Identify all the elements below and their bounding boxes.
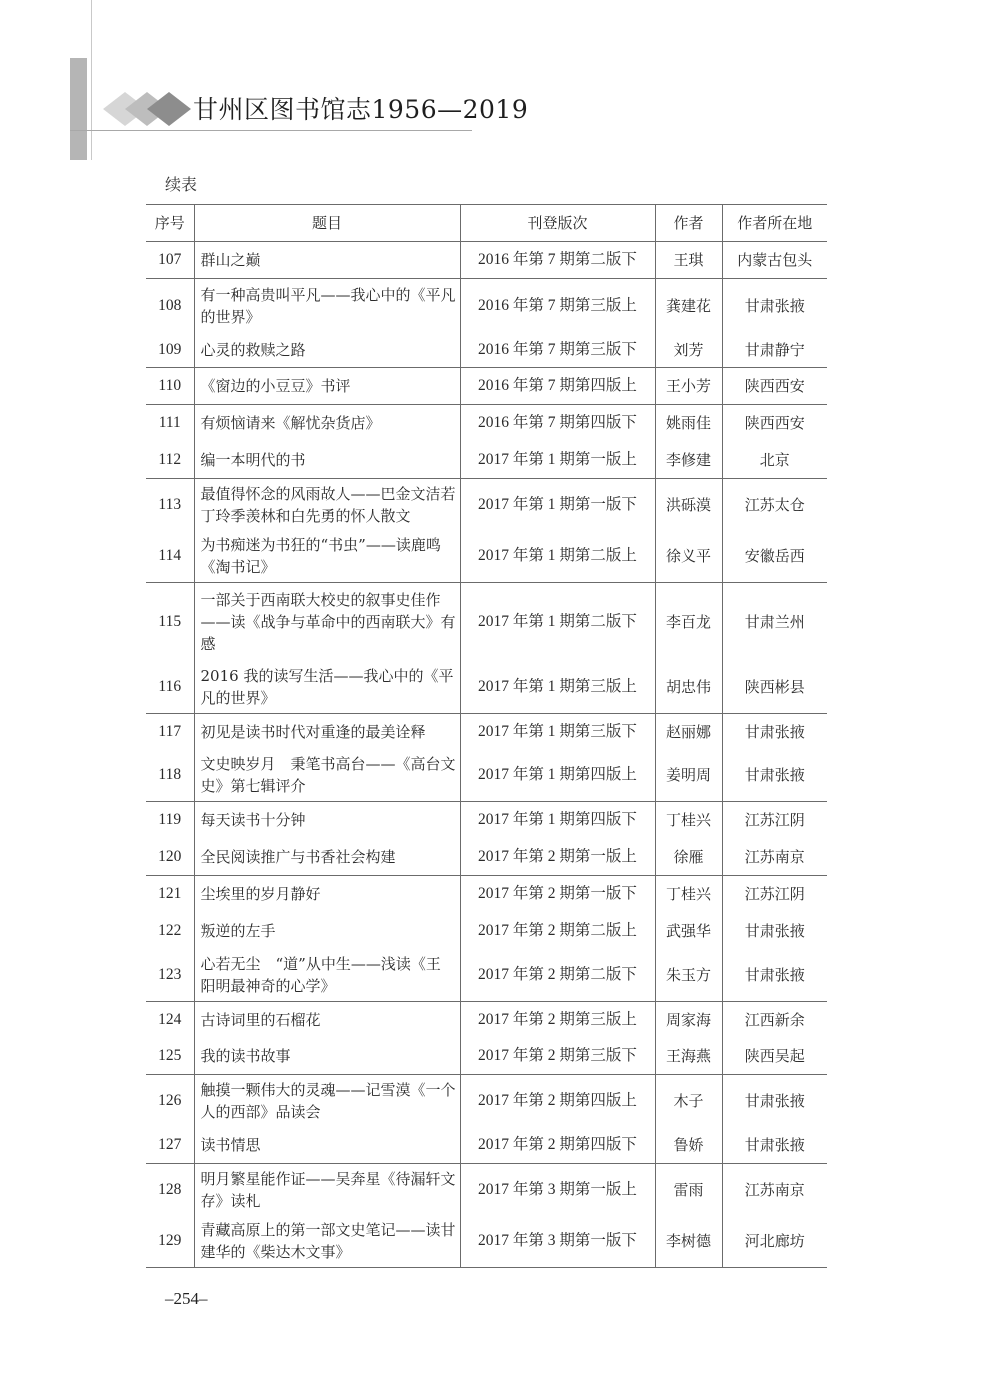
author-name: 丁桂兴 bbox=[655, 876, 722, 913]
issue-info: 2016 年第 7 期第二版下 bbox=[460, 242, 655, 279]
author-location: 江苏南京 bbox=[722, 1164, 827, 1216]
row-number: 127 bbox=[158, 1135, 182, 1153]
issue-info: 2017 年第 2 期第二版上 bbox=[460, 913, 655, 949]
issue-info: 2016 年第 7 期第四版下 bbox=[460, 405, 655, 442]
author-location: 河北廊坊 bbox=[722, 1216, 827, 1268]
author-name: 武强华 bbox=[655, 913, 722, 949]
issue-info: 2017 年第 3 期第一版下 bbox=[460, 1216, 655, 1268]
table-row bbox=[146, 583, 827, 661]
article-title: 叛逆的左手 bbox=[194, 913, 460, 949]
author-name: 李百龙 bbox=[655, 583, 722, 661]
row-number: 125 bbox=[158, 1046, 182, 1064]
article-title: 读书情思 bbox=[194, 1127, 460, 1164]
table-row bbox=[146, 1002, 827, 1038]
table-row bbox=[146, 442, 827, 479]
author-location: 甘肃张掖 bbox=[722, 1075, 827, 1127]
article-title: 为书痴迷为书狂的“书虫”——读鹿鸣《淘书记》 bbox=[194, 531, 460, 583]
issue-info: 2017 年第 2 期第一版上 bbox=[460, 839, 655, 876]
author-location: 甘肃张掖 bbox=[722, 750, 827, 802]
issue-info: 2016 年第 7 期第四版上 bbox=[460, 368, 655, 405]
row-number: 109 bbox=[158, 340, 182, 358]
author-name: 王琪 bbox=[655, 242, 722, 279]
issue-info: 2017 年第 1 期第二版上 bbox=[460, 531, 655, 583]
author-name: 李树德 bbox=[655, 1216, 722, 1268]
table-row bbox=[146, 531, 827, 583]
margin-vertical-rule bbox=[91, 0, 92, 160]
author-location: 甘肃张掖 bbox=[722, 949, 827, 1002]
author-name: 王海燕 bbox=[655, 1038, 722, 1075]
article-title: 编一本明代的书 bbox=[194, 442, 460, 479]
author-location: 甘肃兰州 bbox=[722, 583, 827, 661]
author-name: 刘芳 bbox=[655, 333, 722, 368]
issue-info: 2017 年第 2 期第三版上 bbox=[460, 1002, 655, 1038]
table-row bbox=[146, 1216, 827, 1268]
row-number: 129 bbox=[146, 1216, 194, 1268]
author-location: 甘肃张掖 bbox=[722, 913, 827, 949]
table-row bbox=[146, 949, 827, 1002]
article-title: 《窗边的小豆豆》书评 bbox=[194, 368, 460, 405]
author-name: 木子 bbox=[655, 1075, 722, 1127]
table-row bbox=[146, 913, 827, 949]
author-location: 内蒙古包头 bbox=[722, 242, 827, 279]
table-row bbox=[146, 368, 827, 405]
diamond-dark bbox=[147, 92, 191, 126]
table-row bbox=[146, 1127, 827, 1164]
column-header-author: 作者 bbox=[655, 205, 722, 242]
row-number: 108 bbox=[146, 279, 194, 333]
article-title: 心灵的救赎之路 bbox=[194, 333, 460, 368]
issue-info: 2016 年第 7 期第三版下 bbox=[460, 333, 655, 368]
author-location: 江苏江阴 bbox=[722, 802, 827, 839]
header-gray-tab bbox=[70, 58, 87, 160]
author-name: 周家海 bbox=[655, 1002, 722, 1038]
issue-info: 2017 年第 1 期第四版下 bbox=[460, 802, 655, 839]
author-location: 陕西彬县 bbox=[722, 661, 827, 714]
article-title: 心若无尘 “道”从中生——浅读《王阳明最神奇的心学》 bbox=[194, 949, 460, 1002]
author-name: 洪砾漠 bbox=[655, 479, 722, 531]
table-row bbox=[146, 1164, 827, 1216]
row-number: 111 bbox=[146, 405, 194, 442]
article-title: 2016 我的读写生活——我心中的《平凡的世界》 bbox=[194, 661, 460, 714]
issue-info: 2017 年第 1 期第四版上 bbox=[460, 750, 655, 802]
issue-info: 2017 年第 2 期第一版下 bbox=[460, 876, 655, 913]
row-number: 122 bbox=[158, 921, 182, 939]
row-number: 121 bbox=[146, 876, 194, 913]
row-number: 110 bbox=[146, 368, 194, 405]
issue-info: 2017 年第 1 期第一版上 bbox=[460, 442, 655, 479]
table-row bbox=[146, 876, 827, 913]
article-title: 触摸一颗伟大的灵魂——记雪漠《一个人的西部》品读会 bbox=[194, 1075, 460, 1127]
article-title: 有烦恼请来《解忧杂货店》 bbox=[194, 405, 460, 442]
table-row bbox=[146, 1038, 827, 1075]
table-row bbox=[146, 750, 827, 802]
table-row bbox=[146, 405, 827, 442]
issue-info: 2017 年第 2 期第三版下 bbox=[460, 1038, 655, 1075]
header-rule bbox=[70, 130, 472, 131]
row-number: 123 bbox=[158, 965, 182, 983]
row-number: 117 bbox=[146, 714, 194, 750]
author-name: 王小芳 bbox=[655, 368, 722, 405]
column-header-number: 序号 bbox=[146, 205, 194, 242]
article-title: 古诗词里的石榴花 bbox=[194, 1002, 460, 1038]
row-number: 128 bbox=[146, 1164, 194, 1216]
author-name: 姜明周 bbox=[655, 750, 722, 802]
issue-info: 2017 年第 1 期第三版上 bbox=[460, 661, 655, 714]
author-name: 胡忠伟 bbox=[655, 661, 722, 714]
table-continued-caption: 续表 bbox=[165, 175, 198, 194]
author-location: 甘肃静宁 bbox=[722, 333, 827, 368]
article-title: 最值得怀念的风雨故人——巴金文洁若丁玲季羡林和白先勇的怀人散文 bbox=[194, 479, 460, 531]
author-name: 朱玉方 bbox=[655, 949, 722, 1002]
table-row bbox=[146, 242, 827, 279]
row-number: 113 bbox=[146, 479, 194, 531]
table-row bbox=[146, 839, 827, 876]
author-location: 江西新余 bbox=[722, 1002, 827, 1038]
table-row bbox=[146, 1075, 827, 1127]
row-number: 112 bbox=[158, 450, 182, 468]
column-header-location: 作者所在地 bbox=[722, 205, 827, 242]
author-name: 徐雁 bbox=[655, 839, 722, 876]
header-diamond-ornament bbox=[103, 92, 193, 126]
row-number: 115 bbox=[146, 583, 194, 661]
author-location: 陕西西安 bbox=[722, 405, 827, 442]
issue-info: 2017 年第 3 期第一版上 bbox=[460, 1164, 655, 1216]
table-row bbox=[146, 802, 827, 839]
table-row bbox=[146, 279, 827, 333]
table-row bbox=[146, 661, 827, 714]
row-number: 114 bbox=[158, 547, 182, 565]
issue-info: 2017 年第 1 期第一版下 bbox=[460, 479, 655, 531]
article-title: 全民阅读推广与书香社会构建 bbox=[194, 839, 460, 876]
article-title: 一部关于西南联大校史的叙事史佳作——读《战争与革命中的西南联大》有感 bbox=[194, 583, 460, 661]
row-number: 107 bbox=[158, 251, 182, 268]
row-number: 119 bbox=[146, 802, 194, 839]
author-location: 甘肃张掖 bbox=[722, 1127, 827, 1164]
issue-info: 2017 年第 2 期第二版下 bbox=[460, 949, 655, 1002]
article-title: 文史映岁月 秉笔书高台——《高台文史》第七辑评介 bbox=[194, 750, 460, 802]
column-header-issue: 刊登版次 bbox=[460, 205, 655, 242]
article-title: 尘埃里的岁月静好 bbox=[194, 876, 460, 913]
page-number: –254– bbox=[165, 1289, 208, 1308]
issue-info: 2016 年第 7 期第三版上 bbox=[460, 279, 655, 333]
table-row bbox=[146, 479, 827, 531]
article-title: 初见是读书时代对重逢的最美诠释 bbox=[194, 714, 460, 750]
article-title: 有一种高贵叫平凡——我心中的《平凡的世界》 bbox=[194, 279, 460, 333]
author-name: 龚建花 bbox=[655, 279, 722, 333]
row-number: 126 bbox=[146, 1075, 194, 1127]
author-location: 江苏太仓 bbox=[722, 479, 827, 531]
author-name: 赵丽娜 bbox=[655, 714, 722, 750]
row-number: 118 bbox=[158, 766, 182, 784]
author-location: 安徽岳西 bbox=[722, 531, 827, 583]
author-location: 甘肃张掖 bbox=[722, 279, 827, 333]
issue-info: 2017 年第 1 期第二版下 bbox=[460, 583, 655, 661]
author-location: 江苏江阴 bbox=[722, 876, 827, 913]
author-location: 陕西西安 bbox=[722, 368, 827, 405]
author-location: 陕西吴起 bbox=[722, 1038, 827, 1075]
article-title: 群山之巅 bbox=[194, 242, 460, 279]
issue-info: 2017 年第 2 期第四版下 bbox=[460, 1127, 655, 1164]
author-name: 雷雨 bbox=[655, 1164, 722, 1216]
articles-table bbox=[146, 204, 827, 1268]
article-title: 我的读书故事 bbox=[194, 1038, 460, 1075]
table-header-row bbox=[146, 205, 827, 242]
column-header-title: 题目 bbox=[194, 205, 460, 242]
author-name: 徐义平 bbox=[655, 531, 722, 583]
article-title: 每天读书十分钟 bbox=[194, 802, 460, 839]
author-location: 甘肃张掖 bbox=[722, 714, 827, 750]
book-title: 甘州区图书馆志1956—2019 bbox=[193, 95, 529, 124]
author-name: 李修建 bbox=[655, 442, 722, 479]
author-name: 姚雨佳 bbox=[655, 405, 722, 442]
article-title: 明月繁星能作证——吴奔星《待漏轩文存》读札 bbox=[194, 1164, 460, 1216]
issue-info: 2017 年第 2 期第四版上 bbox=[460, 1075, 655, 1127]
row-number: 120 bbox=[158, 847, 182, 865]
author-location: 北京 bbox=[722, 442, 827, 479]
table-row bbox=[146, 714, 827, 750]
issue-info: 2017 年第 1 期第三版下 bbox=[460, 714, 655, 750]
table-row bbox=[146, 333, 827, 368]
author-location: 江苏南京 bbox=[722, 839, 827, 876]
article-title: 青藏高原上的第一部文史笔记——读甘建华的《柴达木文事》 bbox=[194, 1216, 460, 1268]
author-name: 丁桂兴 bbox=[655, 802, 722, 839]
row-number: 116 bbox=[158, 677, 182, 695]
author-name: 鲁娇 bbox=[655, 1127, 722, 1164]
row-number: 124 bbox=[146, 1002, 194, 1038]
